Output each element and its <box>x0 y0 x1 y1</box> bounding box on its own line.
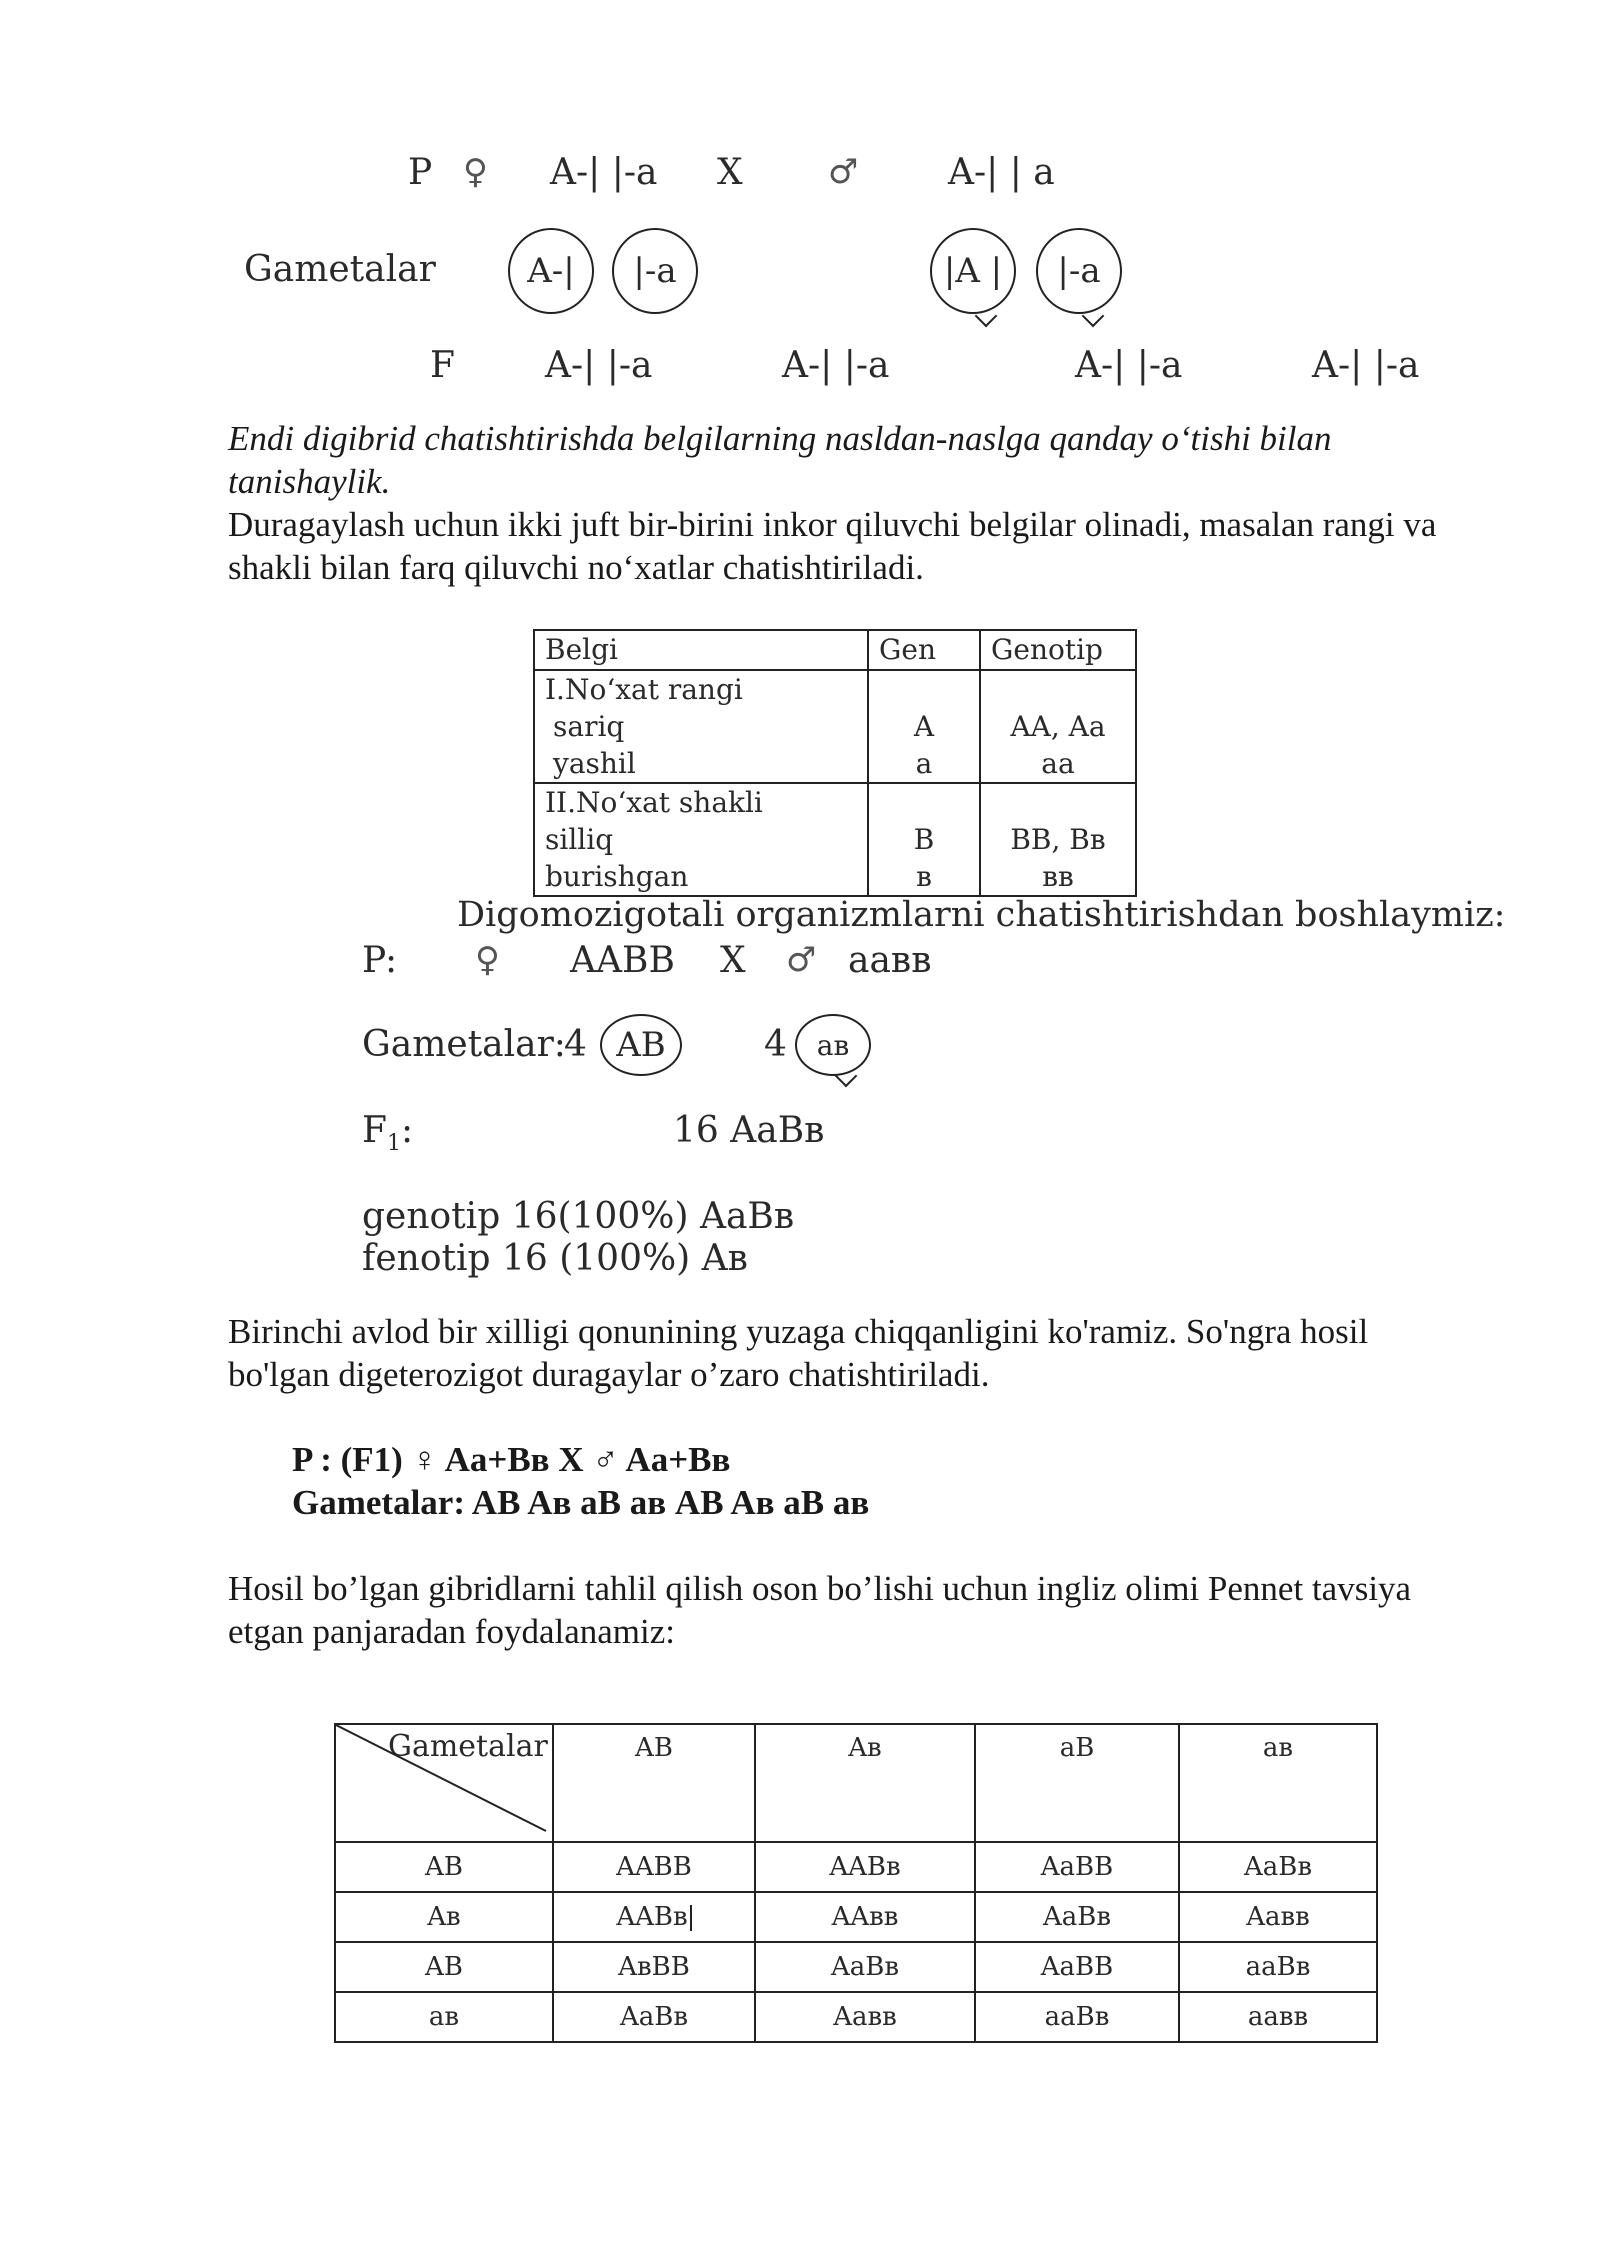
offspring: A-| |-a <box>1075 345 1183 386</box>
gene: B <box>913 823 935 856</box>
gametes-label: Gametalar <box>244 249 436 290</box>
table-row <box>335 1842 1377 1892</box>
col-header: aB <box>975 1724 1179 1842</box>
female-genotype: A-| |-a <box>550 152 658 193</box>
cross-sign: X <box>720 940 746 981</box>
bold-cross: P : (F1) ♀ Aa+Bв X ♂ Aa+Bв <box>292 1440 731 1479</box>
gene-cell <box>868 783 980 896</box>
gene: A <box>913 710 935 743</box>
col-header: AB <box>553 1724 755 1842</box>
genotype: aa <box>1041 747 1075 780</box>
f-label: F <box>430 345 455 386</box>
cell: AaBB <box>975 1842 1179 1892</box>
offspring: A-| |-a <box>545 345 653 386</box>
female-genotype: AABB <box>570 940 675 981</box>
punnett-square <box>334 1723 1378 2043</box>
group-title: II.No‘xat shakli <box>545 786 763 819</box>
genotype-cell <box>980 670 1136 783</box>
p-label: P <box>408 152 433 193</box>
corner-cell <box>335 1724 553 1842</box>
male-genotype: aaвв <box>848 940 932 981</box>
gametes-label: Gametalar: <box>362 1024 566 1065</box>
cell: Aaвв <box>1179 1892 1377 1942</box>
gene-cell <box>868 670 980 783</box>
header-genotip: Genotip <box>980 630 1136 670</box>
gamete-circle: |A | <box>930 228 1016 314</box>
gamete-oval: aв <box>795 1014 871 1076</box>
offspring: A-| |-a <box>782 345 890 386</box>
header-gen: Gen <box>868 630 980 670</box>
f1-label: $F_1$: <box>362 1110 414 1157</box>
cell: AaBв <box>755 1942 975 1992</box>
gamete-circle: |-a <box>1036 228 1122 314</box>
trait: sariq <box>553 710 625 743</box>
cell: aaвв <box>1179 1992 1377 2042</box>
table-row <box>335 1942 1377 1992</box>
paragraph-4: Hosil bo’lgan gibridlarni tahlil qilish oson bo’lishi uchun ingliz olimi Pennet tavsiya etgan panjaradan foydalanamiz: <box>228 1569 1412 1651</box>
cell: Aaвв <box>755 1992 975 2042</box>
intro-paragraph: Duragaylash uchun ikki juft bir-birini inkor qiluvchi belgilar olinadi, masalan rangi va shakli bilan farq qiluvchi no‘xatlar chatishtiriladi. <box>228 505 1437 587</box>
cell: AaBв <box>975 1892 1179 1942</box>
row-header: AB <box>335 1942 553 1992</box>
text-cursor <box>690 1905 692 1931</box>
gamete-circle: A-| <box>508 228 594 314</box>
p-label: P: <box>362 940 398 981</box>
cell: AaBв <box>553 1992 755 2042</box>
cell: AAвв <box>755 1892 975 1942</box>
gamete-count: 4 <box>564 1024 587 1065</box>
row-header: AB <box>335 1842 553 1892</box>
corner-label: Gametalar <box>388 1729 548 1764</box>
trait: yashil <box>553 747 636 780</box>
row-header: aв <box>335 1992 553 2042</box>
gene: в <box>916 860 932 893</box>
genotype-line: genotip 16(100%) AaBв <box>362 1196 795 1237</box>
table-row <box>335 1892 1377 1942</box>
male-icon: ♂ <box>786 940 817 980</box>
gene: a <box>915 747 933 780</box>
diagonal-line <box>336 1725 552 1835</box>
cell: AaBв <box>1179 1842 1377 1892</box>
genotype: BB, Bв <box>1010 823 1106 856</box>
trait: silliq <box>545 823 614 856</box>
col-header: aв <box>1179 1724 1377 1842</box>
offspring: A-| |-a <box>1312 345 1420 386</box>
cell: aaBв <box>975 1992 1179 2042</box>
group-title: I.No‘xat rangi <box>545 673 743 706</box>
row-header: Aв <box>335 1892 553 1942</box>
paragraph-3: Birinchi avlod bir xilligi qonunining yuzaga chiqqanligini ko'ramiz. So'ngra hosil bo'lgan digeterozigot duragaylar o’zaro chatishtiriladi. <box>228 1312 1369 1394</box>
header-belgi: Belgi <box>534 630 868 670</box>
scheme2-heading: Digomozigotali organizmlarni chatishtirishdan boshlaymiz: <box>457 895 1506 935</box>
trait-group-shape <box>534 783 868 896</box>
col-header: Aв <box>755 1724 975 1842</box>
gamete-oval: AB <box>600 1014 682 1076</box>
trait-group-color <box>534 670 868 783</box>
cell: aaBв <box>1179 1942 1377 1992</box>
female-icon: ♀ <box>463 152 488 192</box>
male-icon: ♂ <box>828 152 859 192</box>
table-row <box>335 1992 1377 2042</box>
gamete-circle: |-a <box>612 228 698 314</box>
cell: AaBB <box>975 1942 1179 1992</box>
genotype-cell <box>980 783 1136 896</box>
phenotype-line: fenotip 16 (100%) Aв <box>362 1238 748 1279</box>
genotype: AA, Aa <box>1010 710 1106 743</box>
intro-italic: Endi digibrid chatishtirishda belgilarning nasldan-naslga qanday o‘tishi bilan tanishaylik. <box>228 419 1332 501</box>
cell: AABв <box>553 1892 755 1942</box>
cross-sign: X <box>717 152 743 193</box>
cell: AвBB <box>553 1942 755 1992</box>
bold-gametes: Gametalar: AB Aв aB aв AB Aв aB aв <box>292 1483 870 1522</box>
female-icon: ♀ <box>475 940 500 980</box>
cell: AABB <box>553 1842 755 1892</box>
cell: AABв <box>755 1842 975 1892</box>
trait-table <box>533 629 1137 897</box>
gamete-count: 4 <box>764 1024 787 1065</box>
f1-result: 16 AaBв <box>673 1110 825 1151</box>
trait: burishgan <box>545 860 689 893</box>
male-genotype: A-| | a <box>948 152 1055 193</box>
genotype: вв <box>1042 860 1074 893</box>
